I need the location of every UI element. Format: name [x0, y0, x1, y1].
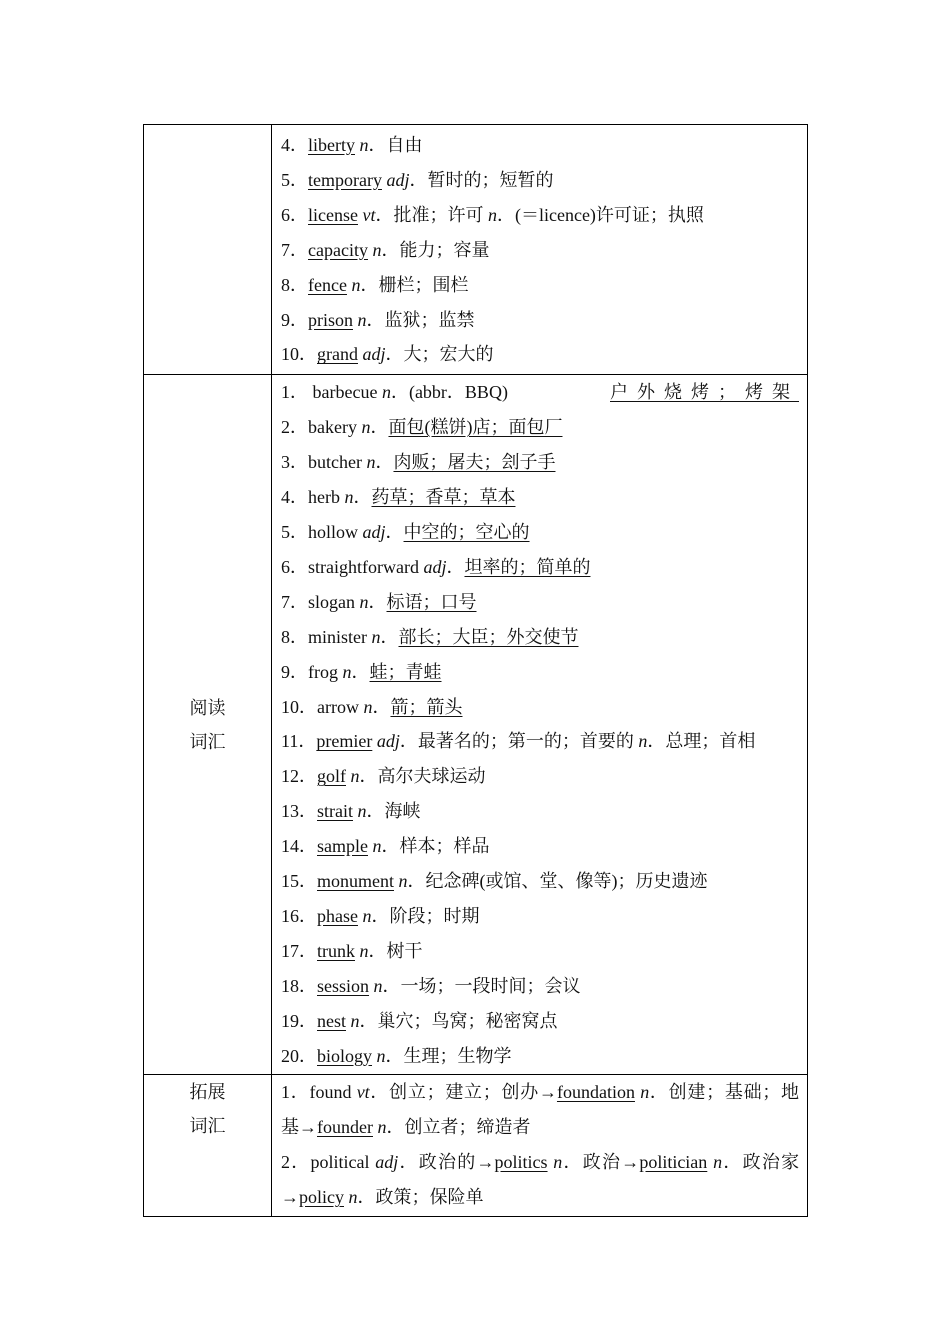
vocab-entry: 4．liberty n．自由 [281, 135, 423, 155]
vocab-word: prison [308, 309, 353, 330]
vocab-entry: 9．frog n．蛙；青蛙 [281, 661, 442, 682]
vocab-word: temporary [308, 169, 382, 190]
word-family-paragraph: 1．found vt．创立；建立；创办→foundation n．创建；基础；地基→founder n．创立者；缔造者 [281, 1082, 800, 1138]
category-label-line2: 词汇 [189, 731, 226, 752]
answer-text: 肉贩；屠夫；刽子手 [393, 452, 556, 473]
vocab-entry: 6．straightforward adj．坦率的；简单的 [281, 556, 591, 577]
vocab-entry: 8．fence n．栅栏；围栏 [281, 274, 469, 295]
category-cell-empty [144, 125, 272, 375]
vocab-word: strait [317, 801, 353, 822]
answer-text: 标语；口号 [386, 591, 477, 612]
vocab-word: grand [317, 344, 358, 365]
answer-text: 蛙；青蛙 [369, 661, 442, 682]
vocab-entry: 9．prison n．监狱；监禁 [281, 309, 475, 330]
answer-text: 户外烧烤；烤架 [610, 382, 799, 403]
category-cell-reading [144, 375, 272, 1075]
vocab-word: monument [317, 871, 394, 892]
category-label-line2: 词汇 [189, 1116, 226, 1137]
vocab-entry: 4．herb n．药草；香草；草本 [281, 487, 516, 508]
vocab-entry: 1． barbecue n．(abbr．BBQ) 户外烧烤；烤架 [281, 375, 799, 410]
category-label-line1: 阅读 [189, 697, 226, 718]
derived-word: politics [494, 1152, 548, 1173]
vocab-word: golf [317, 766, 346, 787]
vocab-word: trunk [317, 940, 355, 961]
section-extended-vocab [144, 1075, 808, 1217]
vocab-entry: 16．phase n．阶段；时期 [281, 905, 480, 926]
vocab-entry: 17．trunk n．树干 [281, 940, 423, 961]
derived-word: policy [299, 1187, 344, 1208]
vocab-entry: 12．golf n．高尔夫球运动 [281, 766, 486, 787]
answer-text: 中空的；空心的 [403, 521, 530, 542]
vocab-entry: 2．bakery n．面包(糕饼)店；面包厂 [281, 417, 563, 438]
answer-text: 面包(糕饼)店；面包厂 [388, 417, 563, 438]
vocab-entry: 7．capacity n．能力；容量 [281, 239, 490, 260]
answer-text: 坦率的；简单的 [464, 556, 591, 577]
vocab-word: session [317, 975, 370, 996]
vocab-entry: 7．slogan n．标语；口号 [281, 591, 477, 612]
answer-text: 药草；香草；草本 [371, 487, 516, 508]
vocab-entry: 13．strait n．海峡 [281, 801, 421, 822]
vocab-entry: 14．sample n．样本；样品 [281, 836, 490, 857]
vocab-entry: 3．butcher n．肉贩；屠夫；刽子手 [281, 452, 556, 473]
vocab-word: biology [317, 1045, 373, 1066]
entries-cell [272, 375, 808, 1075]
entries-cell [272, 1075, 808, 1217]
answer-text: 箭；箭头 [390, 696, 463, 717]
vocabulary-table [143, 124, 808, 1217]
derived-word: foundation [556, 1082, 635, 1103]
derived-word: founder [317, 1117, 373, 1138]
section-reading-vocab [144, 375, 808, 1075]
vocab-entry: 6．license vt．批准；许可 n．(＝licence)许可证；执照 [281, 204, 704, 225]
vocab-entry: 20．biology n．生理；生物学 [281, 1045, 512, 1066]
vocab-word: license [308, 204, 358, 225]
category-cell-extended [144, 1075, 272, 1217]
answer-text: 部长；大臣；外交使节 [398, 626, 579, 647]
vocab-entry: 8．minister n．部长；大臣；外交使节 [281, 626, 579, 647]
category-label-line1: 拓展 [189, 1082, 226, 1103]
vocab-word: phase [317, 905, 358, 926]
vocab-entry: 19．nest n．巢穴；鸟窝；秘密窝点 [281, 1010, 558, 1031]
vocab-entry: 10．grand adj．大；宏大的 [281, 344, 494, 365]
vocab-entry: 10．arrow n．箭；箭头 [281, 696, 463, 717]
section-core-vocab-continued [144, 125, 808, 375]
vocab-word: liberty [308, 135, 355, 155]
vocab-word: fence [308, 274, 347, 295]
vocab-word: premier [316, 731, 373, 752]
vocab-entry: 5．hollow adj．中空的；空心的 [281, 521, 530, 542]
vocab-entry: 5．temporary adj．暂时的；短暂的 [281, 169, 554, 190]
vocab-word: sample [317, 836, 368, 857]
vocab-word: nest [317, 1010, 346, 1031]
vocab-entry: 15．monument n．纪念碑(或馆、堂、像等)；历史遗迹 [281, 871, 708, 892]
vocab-entry: 18．session n．一场；一段时间；会议 [281, 975, 581, 996]
vocab-entry: 11．premier adj．最著名的；第一的；首要的 n．总理；首相 [281, 731, 756, 752]
entries-cell [272, 125, 808, 375]
vocab-word: capacity [308, 239, 368, 260]
derived-word: politician [639, 1152, 708, 1173]
word-family-paragraph: 2．political adj．政治的→politics n．政治→politician n．政治家→policy n．政策；保险单 [281, 1152, 800, 1208]
